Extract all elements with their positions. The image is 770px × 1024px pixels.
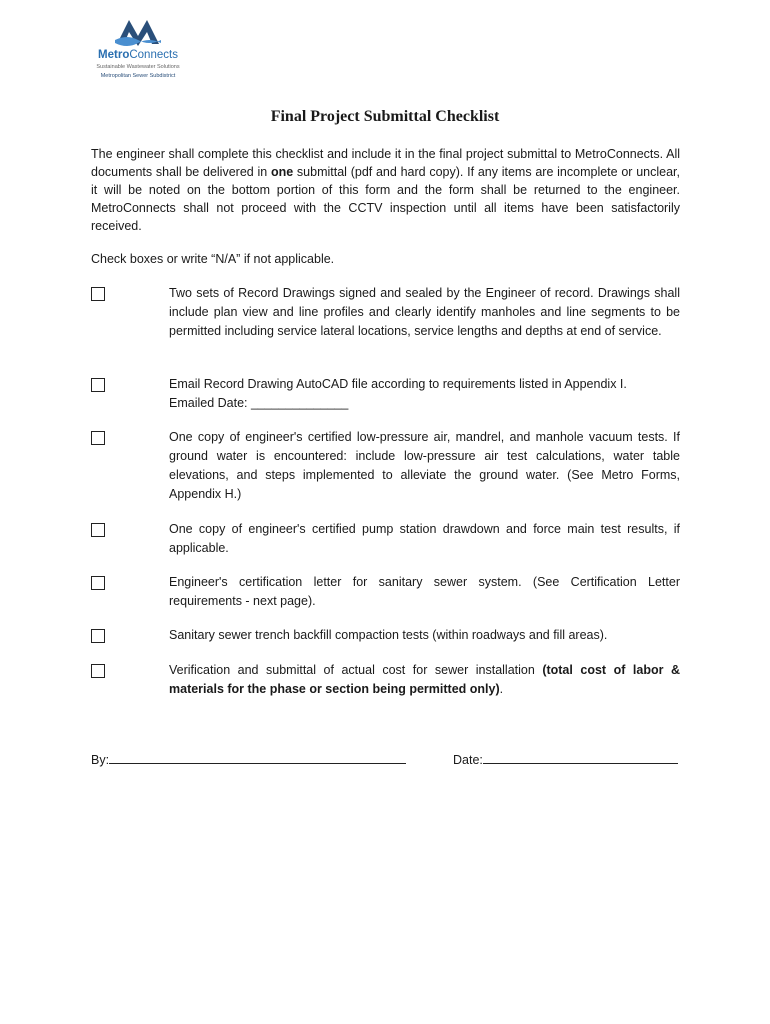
checkbox[interactable] xyxy=(91,431,105,445)
checklist-item-text: One copy of engineer's certified low-pressure air, mandrel, and manhole vacuum tests. If ground water is encountered: include low-pressure air test calculations, water table elevations, and steps implemented to alleviate the ground water. (See Metro Forms, Appendix H.) xyxy=(169,430,680,501)
checkbox[interactable] xyxy=(91,378,105,392)
logo-tagline: Sustainable Wastewater Solutions xyxy=(96,64,180,70)
by-signature-line[interactable] xyxy=(109,750,406,764)
intro-paragraph xyxy=(91,145,680,235)
checklist-item-text: Engineer's certification letter for sanitary sewer system. (See Certification Letter requirements - next page). xyxy=(169,575,680,608)
signature-by xyxy=(91,750,406,769)
logo-wordmark xyxy=(82,48,194,62)
logo-wordmark-bold: Metro xyxy=(98,49,130,61)
checkbox[interactable] xyxy=(91,664,105,678)
signature-date xyxy=(453,750,678,769)
intro-text-2: submittal (pdf and hard copy). If any items are incomplete or unclear, it will be noted on the bottom portion of this form and the form shall be returned to the engineer. MetroConnects shall not proceed with the CCTV inspection until all items have been satisfactorily received. xyxy=(91,165,680,233)
intro-text-1: The engineer shall complete this checklist and include it in the final project submittal to MetroConnects. All documents shall be delivered in xyxy=(91,147,680,179)
date-label: Date: xyxy=(453,753,483,767)
cost-text-bold: (total cost of labor & materials for the phase or section being permitted only) xyxy=(169,663,680,696)
checkbox[interactable] xyxy=(91,576,105,590)
checkbox[interactable] xyxy=(91,523,105,537)
intro-text-bold: one xyxy=(270,165,294,179)
by-label: By: xyxy=(91,753,110,767)
logo-mark-icon xyxy=(115,16,161,46)
page-title: Final Project Submittal Checklist xyxy=(270,108,500,125)
checklist-item-text: Sanitary sewer trench backfill compaction tests (within roadways and fill areas). xyxy=(169,628,608,642)
checklist-item-text xyxy=(169,661,680,699)
instruction-text: Check boxes or write “N/A” if not applicable. xyxy=(91,252,335,266)
logo-subtagline: Metropolitan Sewer Subdistrict xyxy=(100,73,176,79)
logo-wordmark-light: Connects xyxy=(129,49,178,61)
date-signature-line[interactable] xyxy=(483,750,678,764)
checkbox[interactable] xyxy=(91,287,105,301)
checklist-item-text: One copy of engineer's certified pump station drawdown and force main test results, if applicable. xyxy=(169,522,680,555)
cost-text-tail: . xyxy=(499,682,504,696)
metroconnects-logo xyxy=(82,14,194,88)
checklist-item-text xyxy=(169,375,680,413)
cost-text: Verification and submittal of actual cost for sewer installation xyxy=(169,663,543,677)
checkbox[interactable] xyxy=(91,629,105,643)
checklist-item-line: Email Record Drawing AutoCAD file according to requirements listed in Appendix I. xyxy=(169,377,627,391)
emailed-date-field[interactable]: Emailed Date: ______________ xyxy=(169,396,349,410)
checklist-item-text: Two sets of Record Drawings signed and sealed by the Engineer of record. Drawings shall include plan view and line profiles and clearly identify manholes and line segments to be permitted including service lateral locations, service lengths and depths at end of service. xyxy=(169,286,680,338)
